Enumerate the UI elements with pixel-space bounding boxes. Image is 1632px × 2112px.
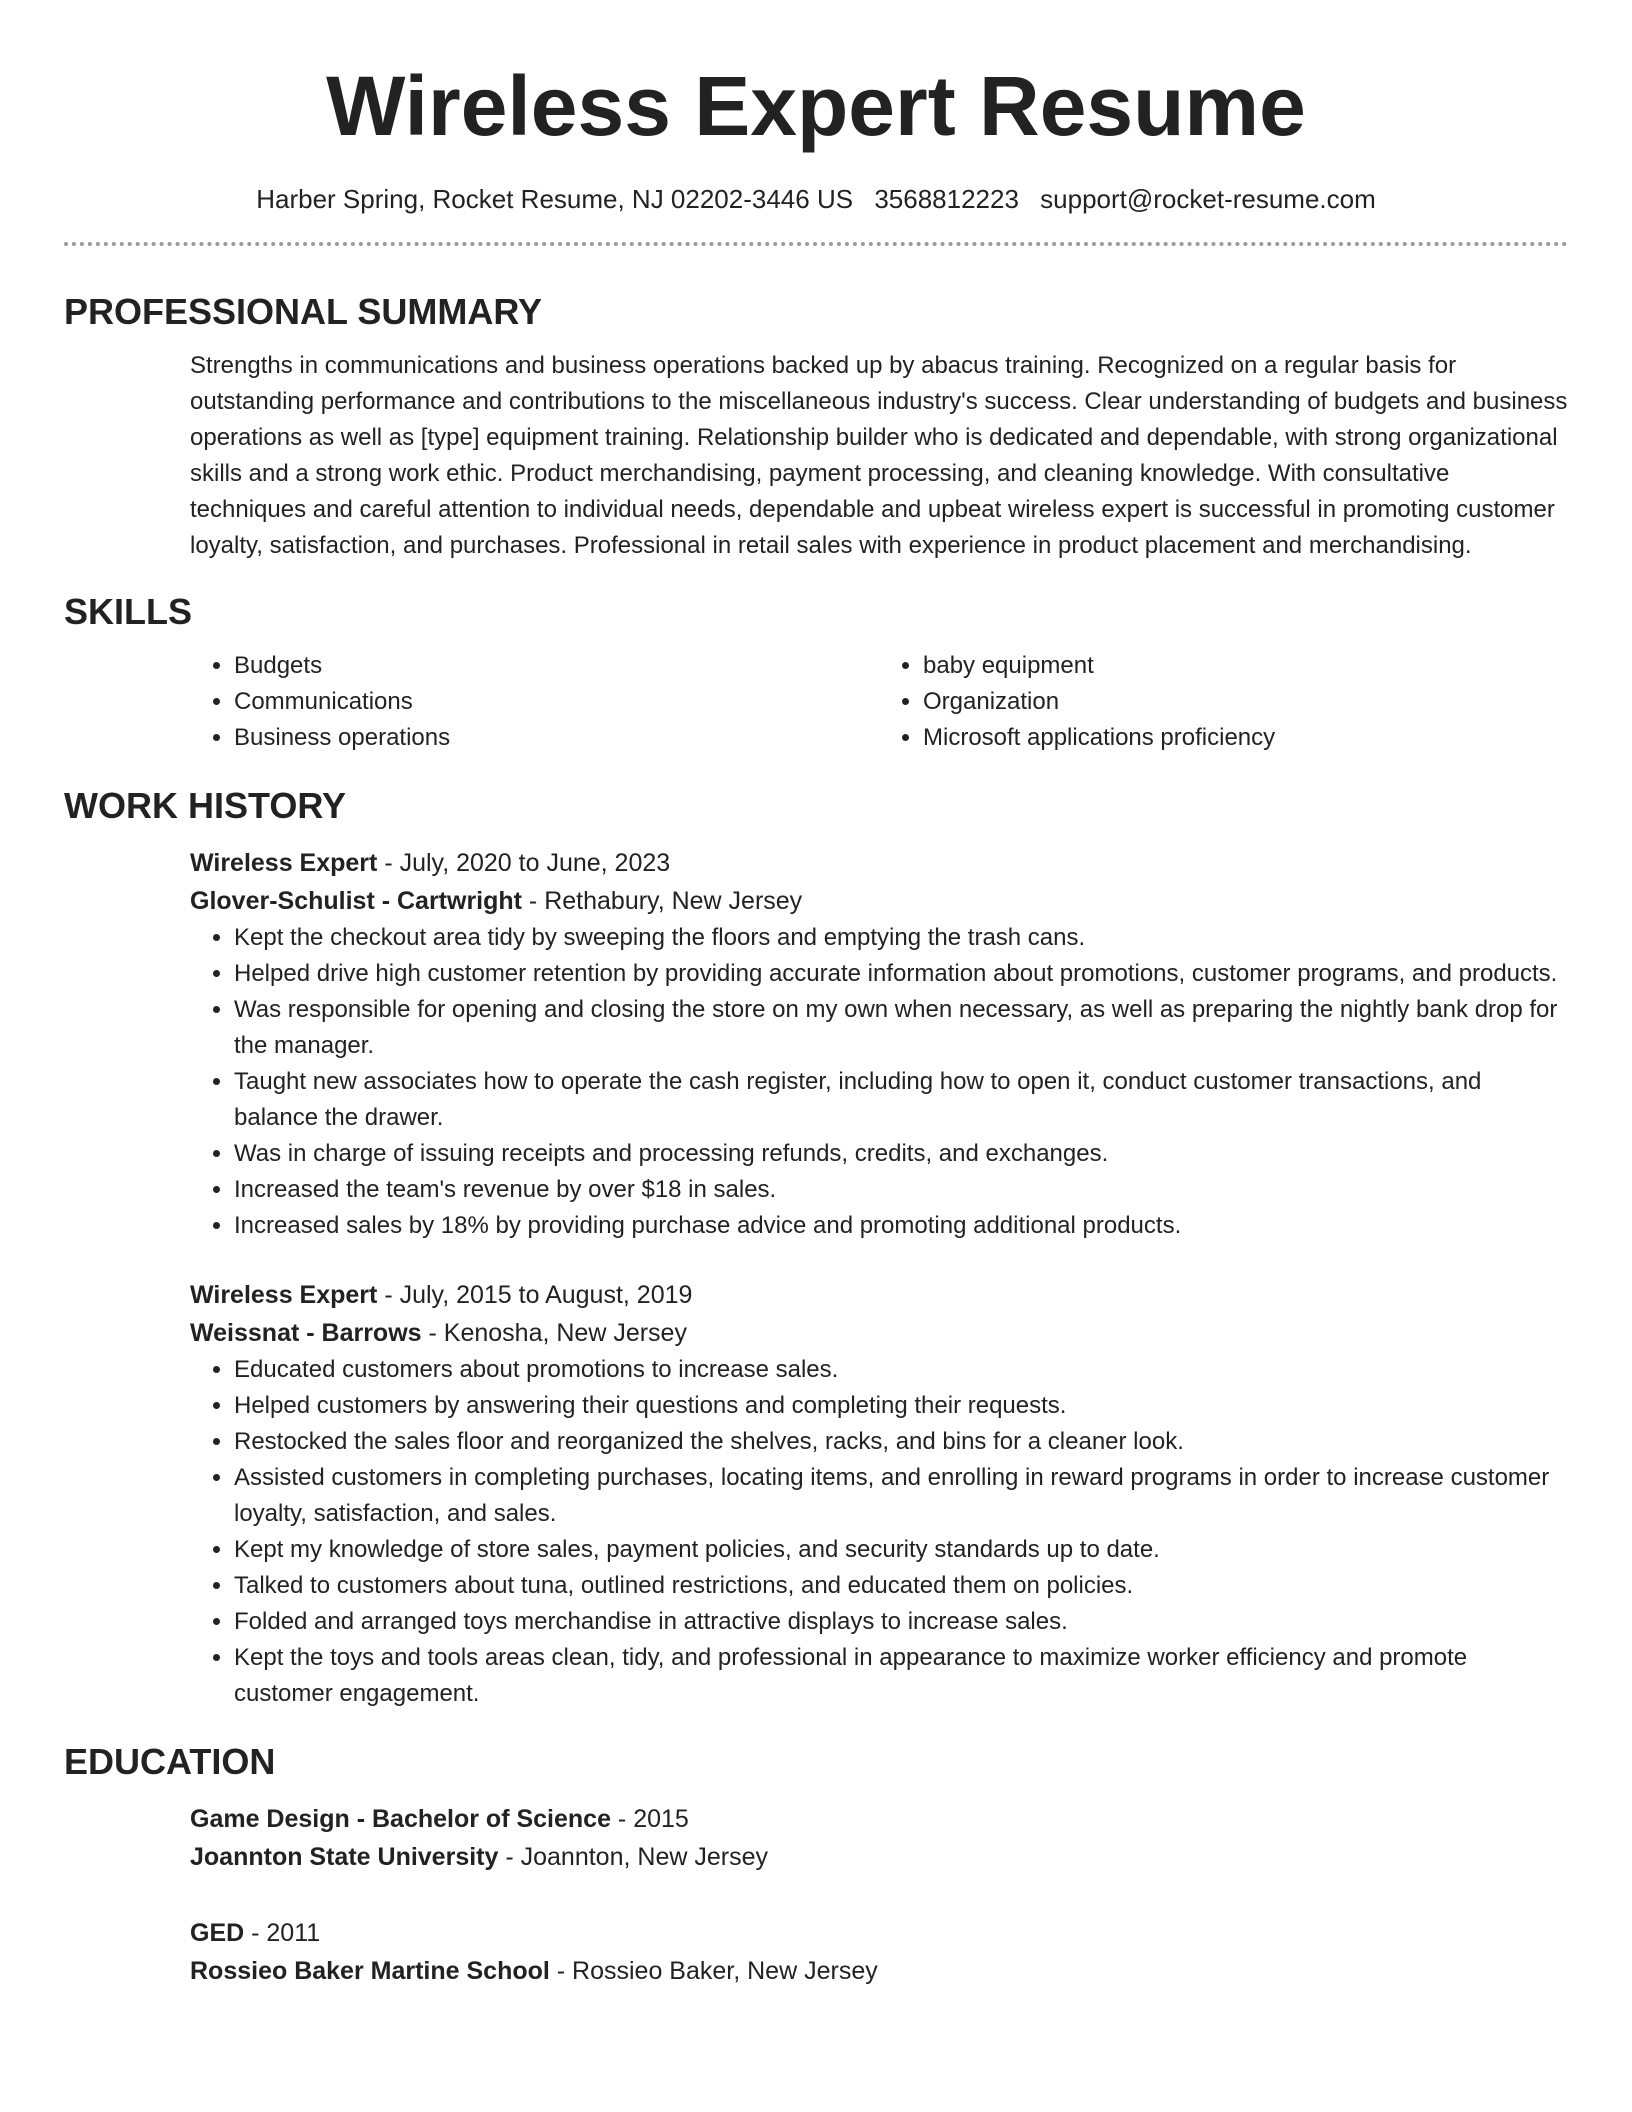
contact-line <box>64 182 1568 216</box>
job-dates: - July, 2015 to August, 2019 <box>377 1281 693 1309</box>
job-bullets <box>190 920 1568 1244</box>
job-dates: - July, 2020 to June, 2023 <box>377 849 671 877</box>
job-company: Glover-Schulist - Cartwright <box>190 887 522 915</box>
job-bullet: • Kept the checkout area tidy by sweeping the floors and emptying the trash cans. <box>234 920 1568 956</box>
job-location: - Rethabury, New Jersey <box>521 887 803 915</box>
job-bullet: • Kept my knowledge of store sales, payment policies, and security standards up to date. <box>234 1532 1568 1568</box>
education-entry <box>64 1914 1568 1990</box>
skill-item: • Organization <box>923 684 1568 720</box>
education-location: - Joannton, New Jersey <box>498 1843 768 1871</box>
skill-item: • Budgets <box>234 648 879 684</box>
education-school: Rossieo Baker Martine School <box>190 1957 550 1985</box>
skills-list-left <box>190 648 879 756</box>
header-divider <box>64 242 1568 246</box>
summary-section <box>64 290 1568 564</box>
job-bullet: • Increased the team's revenue by over $18 in sales. <box>234 1172 1568 1208</box>
education-school: Joannton State University <box>190 1843 499 1871</box>
job-bullet: • Was responsible for opening and closing the store on my own when necessary, as well as preparing the nightly bank drop for the manager. <box>234 992 1568 1064</box>
work-section <box>64 784 1568 1712</box>
job-bullet: • Assisted customers in completing purchases, locating items, and enrolling in reward programs in order to increase customer loyalty, satisfaction, and sales. <box>234 1460 1568 1532</box>
job-bullet: • Educated customers about promotions to increase sales. <box>234 1352 1568 1388</box>
contact-email: support@rocket-resume.com <box>1040 184 1376 214</box>
education-degree-line <box>190 1800 1568 1838</box>
job-bullet: • Talked to customers about tuna, outlined restrictions, and educated them on policies. <box>234 1568 1568 1604</box>
skill-item: • Business operations <box>234 720 879 756</box>
education-school-line <box>190 1952 1568 1990</box>
job-entry <box>64 1276 1568 1712</box>
job-bullet: • Kept the toys and tools areas clean, tidy, and professional in appearance to maximize worker efficiency and promote customer engagement. <box>234 1640 1568 1712</box>
education-heading: EDUCATION <box>64 1741 276 1782</box>
skill-item: • Communications <box>234 684 879 720</box>
resume-title: Wireless Expert Resume <box>326 59 1306 153</box>
work-heading: WORK HISTORY <box>64 785 347 826</box>
education-entry <box>64 1800 1568 1876</box>
job-company: Weissnat - Barrows <box>190 1319 422 1347</box>
job-company-line <box>190 1314 1568 1352</box>
skills-columns <box>64 648 1568 756</box>
job-bullet: • Taught new associates how to operate the cash register, including how to open it, conduct customer transactions, and balance the drawer. <box>234 1064 1568 1136</box>
skills-heading: SKILLS <box>64 591 193 632</box>
job-bullet: • Helped drive high customer retention by providing accurate information about promotions, customer programs, and products. <box>234 956 1568 992</box>
skills-section <box>64 590 1568 756</box>
job-location: - Kenosha, New Jersey <box>421 1319 687 1347</box>
education-year: - 2015 <box>610 1805 689 1833</box>
contact-phone: 3568812223 <box>874 184 1019 214</box>
summary-text: Strengths in communications and business operations backed up by abacus training. Recognized on a regular basis for outstanding performance and contributions to the miscellaneous industry's success. Clear understanding of budgets and business operations as well as [type] equipment training. Relationship builder who is dedicated and dependable, with strong organizational skills and a strong work ethic. Product merchandising, payment processing, and cleaning knowledge. With consultative techniques and careful attention to individual needs, dependable and upbeat wireless expert is successful in promoting customer loyalty, satisfaction, and purchases. Professional in retail sales with experience in product placement and merchandising. <box>190 352 1568 559</box>
job-bullet: • Restocked the sales floor and reorganized the shelves, racks, and bins for a cleaner look. <box>234 1424 1568 1460</box>
education-section <box>64 1740 1568 1990</box>
job-company-line <box>190 882 1568 920</box>
education-location: - Rossieo Baker, New Jersey <box>549 1957 878 1985</box>
job-position: Wireless Expert <box>190 849 378 877</box>
skills-list-right <box>879 648 1568 756</box>
skill-item: • Microsoft applications proficiency <box>923 720 1568 756</box>
summary-heading: PROFESSIONAL SUMMARY <box>64 291 543 332</box>
contact-address: Harber Spring, Rocket Resume, NJ 02202-3446 US <box>256 184 854 214</box>
job-entry <box>64 844 1568 1244</box>
job-bullets <box>190 1352 1568 1712</box>
job-bullet: • Helped customers by answering their questions and completing their requests. <box>234 1388 1568 1424</box>
job-position: Wireless Expert <box>190 1281 378 1309</box>
skill-item: • baby equipment <box>923 648 1568 684</box>
job-bullet: • Folded and arranged toys merchandise in attractive displays to increase sales. <box>234 1604 1568 1640</box>
job-bullet: • Was in charge of issuing receipts and processing refunds, credits, and exchanges. <box>234 1136 1568 1172</box>
job-title-line <box>190 844 1568 882</box>
education-year: - 2011 <box>244 1919 321 1947</box>
education-degree: Game Design - Bachelor of Science <box>190 1805 611 1833</box>
job-bullet: • Increased sales by 18% by providing purchase advice and promoting additional products. <box>234 1208 1568 1244</box>
education-school-line <box>190 1838 1568 1876</box>
education-degree-line <box>190 1914 1568 1952</box>
education-degree: GED <box>190 1919 245 1947</box>
job-title-line <box>190 1276 1568 1314</box>
